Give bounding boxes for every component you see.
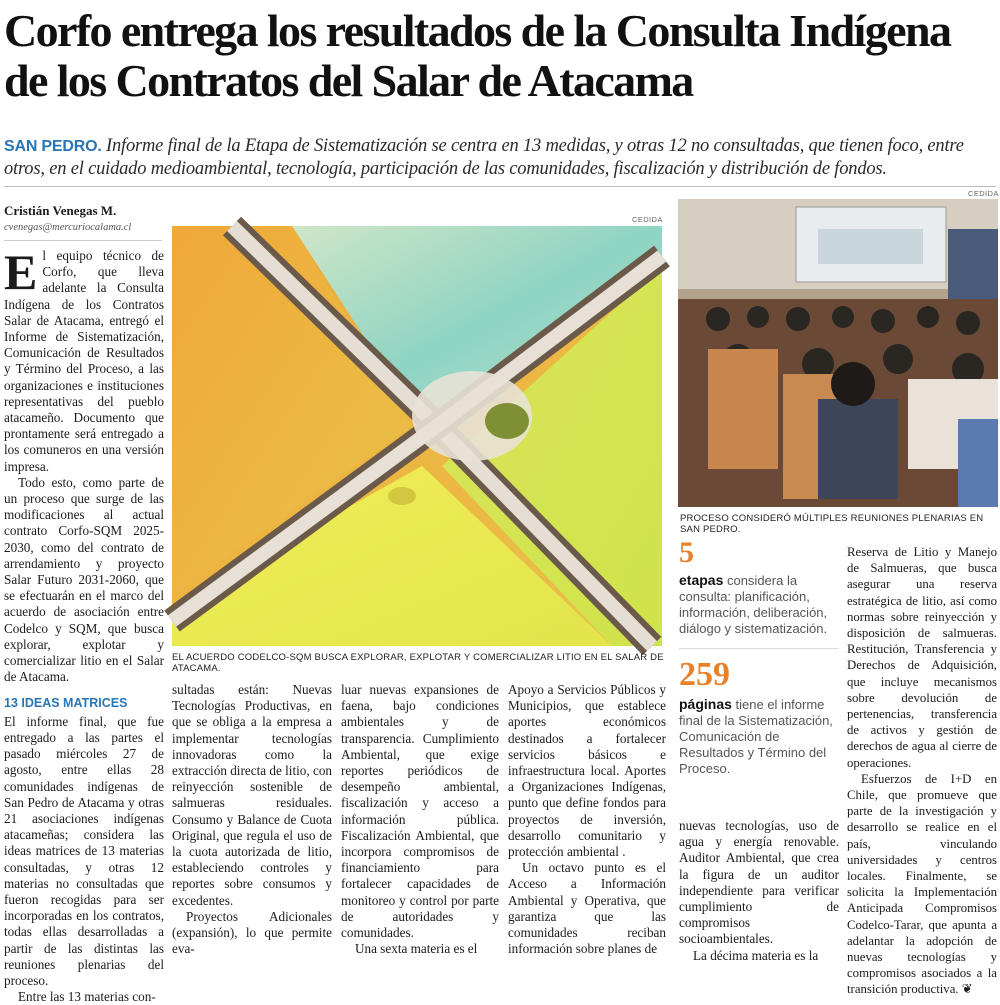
drop-cap: E: [4, 244, 38, 300]
stat-label: páginas: [679, 696, 732, 712]
article-column-3: [341, 682, 499, 957]
aerial-image: [172, 226, 662, 646]
paragraph: luar nuevas expansiones de faena, bajo condiciones ambientales y de transparencia. Cumplimiento Ambiental, que exige reportes periódicos de desempeño ambiental, fiscalización y acceso a información pública. Fiscalización Ambiental, que incorpora compromisos de financiamiento para fortalecer capacidades de monitoreo y control por parte de autoridades y comunidades.: [341, 682, 499, 941]
photo-credit: CEDIDA: [968, 189, 999, 198]
article-column-1: [4, 244, 164, 1005]
stat-divider: [679, 648, 839, 649]
article-column-4: [508, 682, 666, 957]
paragraph: sultadas están: Nuevas Tecnologías Productivas, en que se obliga a la empresa a implementar tecnologías innovadoras como la extracción directa de litio, con reinyección sostenible de salmueras residuales. Consumo y Balance de Cuota Original, que regula el uso de la cuota autorizada de litio, estableciendo controles y reportes sobre consumos y excedentes.: [172, 682, 333, 908]
paragraph: nuevas tecnologías, uso de agua y energía renovable. Auditor Ambiental, que crea la figura de un auditor independiente para verificar cumplimiento de compromisos socioambientales.: [679, 818, 839, 947]
paragraph: Un octavo punto es el Acceso a Información Ambiental y Operativa, que garantiza que las comunidades reciban información sobre planes de: [508, 860, 666, 957]
meeting-image: [678, 199, 998, 507]
headline: Corfo entrega los resultados de la Consulta Indígena de los Contratos del Salar de Atacama: [4, 5, 951, 106]
subheadline: [4, 135, 999, 181]
paragraph: [847, 771, 997, 998]
byline-divider: [4, 240, 162, 241]
article-column-2: [172, 682, 332, 957]
section-heading: 13 IDEAS MATRICES: [4, 696, 128, 711]
paragraph: Entre las 13 materias con-: [18, 989, 156, 1005]
paragraph: La décima materia es la: [693, 947, 819, 963]
paragraph: El informe final, que fue entregado a las partes el pasado miércoles 27 de agosto, entre ellas 28 comunidades indígenas de San Pedro de Atacama y otras 21 asociaciones indígenas atacameñas; considera las ideas matrices de 13 materias consultadas, y otras 12 materias no consultadas que fueron recogidas para ser incorporadas en los contratos, todas ellas desarrolladas a partir de las distintas las reuniones plenarias del proceso.: [4, 713, 164, 988]
paragraph: Proyectos Adicionales (expansión), lo que permite eva-: [172, 908, 332, 957]
article-column-6: [847, 544, 997, 998]
paragraph: Todo esto, como parte de un proceso que surge de las modificaciones al actual contrato Corfo-SQM 2025-2030, como del contrato de arrendamiento y proyecto Salar Futuro 2031-2060, que se efectuarán en el marco del acuerdo de asociación entre Codelco y SQM, que busca explorar, explotar y comercializar litio en el Salar de Atacama.: [4, 474, 164, 685]
article-column-5: [679, 818, 839, 964]
stat-description: [679, 696, 839, 777]
photo-caption: PROCESO CONSIDERÓ MÚLTIPLES REUNIONES PLENARIAS EN SAN PEDRO.: [680, 513, 984, 535]
stat-text: considera la consulta: planificación, información, deliberación, diálogo y sistematización.: [679, 573, 828, 636]
salt-flat-aerial-photo: [172, 226, 662, 646]
byline-author: Cristián Venegas M.: [4, 203, 117, 218]
divider: [4, 186, 996, 187]
meeting-photo: [678, 199, 998, 507]
paragraph-text: Esfuerzos de I+D en Chile, que promueve que parte de la investigación y desarrollo se realice en el país, vinculando universidades y centros locales. Finalmente, se solicita la Implementación Anticipada Compromisos Codelco-Tarar, que apunta a adelantar la adopción de nuevas tecnologías y compromisos asociados a la transición productiva.: [847, 771, 997, 997]
byline-email[interactable]: cvenegas@mercuriocalama.cl: [4, 222, 132, 233]
stat-number: 259: [679, 656, 730, 693]
end-mark-icon: ❦: [961, 982, 973, 997]
paragraph: Reserva de Litio y Manejo de Salmueras, que busca asegurar una reserva estratégica de litio, así como normas sobre reinyección y disposición de salmueras. Restitución, Transferencia y Derechos de Adquisición, que incluye mecanismos sobre devolución de pertenencias, transferencia de activos y gestión de derechos de agua al cierre de operaciones.: [847, 545, 997, 770]
subheadline-kicker: SAN PEDRO.: [4, 138, 102, 155]
paragraph: l equipo técnico de Corfo, que lleva adelante la Consulta Indígena de los Contratos Salar de Atacama, entregó el Informe de Sistematización, Comunicación de Resultados y Término del Proceso, a las organizaciones e instituciones representativas del pueblo atacameño. Documento que prontamente será entregado a los comuneros en una versión impresa.: [4, 248, 164, 474]
photo-caption: EL ACUERDO CODELCO-SQM BUSCA EXPLORAR, EXPLOTAR Y COMERCIALIZAR LITIO EN EL SALAR DE ATACAMA.: [172, 652, 664, 674]
subheadline-text: Informe final de la Etapa de Sistematización se centra en 13 medidas, y otras 12 no consultadas, que tienen foco, entre otros, en el cuidado medioambiental, tecnología, participación de las comunidades, fiscalización y distribución de fondos.: [4, 136, 964, 179]
stat-text: tiene el informe final de la Sistematización, Comunicación de Resultados y Término del Proceso.: [679, 697, 833, 776]
photo-credit: CEDIDA: [632, 215, 663, 224]
paragraph: Apoyo a Servicios Públicos y Municipios, que establece aportes económicos destinados a fortalecer servicios básicos e infraestructura local. Aportes a Organizaciones Indígenas, punto que define fondos para proyectos de inversión, desarrollo comunitario y protección ambiental .: [508, 682, 666, 860]
stat-label: etapas: [679, 572, 724, 588]
paragraph: Una sexta materia es el: [355, 941, 478, 957]
stat-number: 5: [679, 536, 694, 569]
stat-description: [679, 572, 839, 637]
